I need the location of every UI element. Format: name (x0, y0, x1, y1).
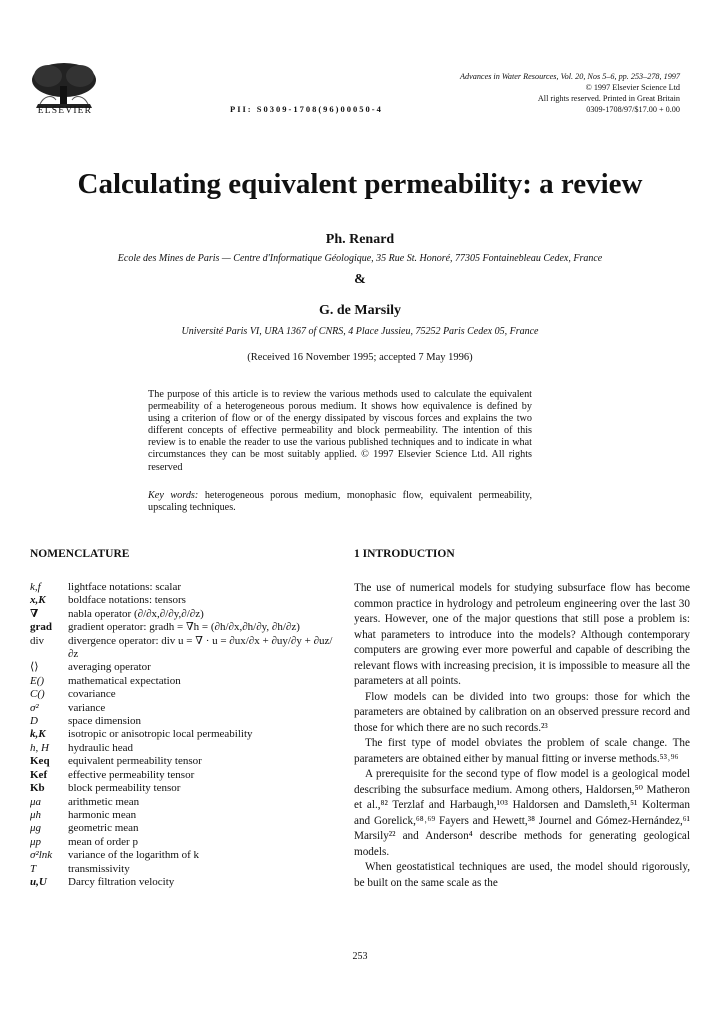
intro-paragraph: A prerequisite for the second type of flow model is a geological model describing the subsurface medium. Among others, Haldorsen,⁵⁰ Matheron et al.,⁸² Terzlaf and Harbaugh,¹⁰³ Haldorsen and Damsleth,⁵¹ Kolterman and Gorelick,⁶⁸˒⁶⁹ Fayers and Hewett,³⁸ Journel and Gómez-Hernández,⁶¹ Marsily²² and Anderson⁴ describe methods for generating geological models. (354, 768, 690, 858)
nomenclature-list (30, 581, 340, 889)
nomenclature-heading: NOMENCLATURE (30, 548, 130, 560)
nomenclature-item (30, 809, 340, 822)
author-name: Ph. Renard (325, 232, 395, 247)
nomenclature-symbol: grad (30, 621, 52, 634)
nomenclature-description: equivalent permeability tensor (68, 755, 202, 768)
journal-citation: Advances in Water Resources, Vol. 20, Nos 5–6, pp. 253–278, 1997 (460, 72, 680, 81)
nomenclature-item (30, 755, 340, 768)
nomenclature-description: transmissivity (68, 862, 130, 875)
nomenclature-item (30, 621, 340, 634)
nomenclature-item (30, 769, 340, 782)
nomenclature-symbol: D (30, 715, 38, 728)
journal-info (460, 71, 680, 115)
keywords-label: Key words: (148, 490, 199, 501)
author-affiliation: Université Paris VI, URA 1367 of CNRS, 4 Place Jussieu, 75252 Paris Cedex 05, France (181, 326, 539, 337)
nomenclature-item (30, 661, 340, 674)
nomenclature-item (30, 594, 340, 607)
nomenclature-symbol: k,K (30, 728, 46, 741)
publisher-name: ELSEVIER (37, 106, 93, 116)
nomenclature-item (30, 849, 340, 862)
received-dates: (Received 16 November 1995; accepted 7 May 1996) (247, 352, 473, 363)
author-separator: & (354, 272, 366, 287)
nomenclature-description: nabla operator (∂/∂x,∂/∂y,∂/∂z) (68, 607, 204, 620)
nomenclature-item (30, 675, 340, 688)
nomenclature-symbol: h, H (30, 741, 49, 754)
nomenclature-item (30, 728, 340, 741)
page-number: 253 (352, 951, 368, 962)
nomenclature-description: arithmetic mean (68, 795, 140, 808)
nomenclature-symbol: k,f (30, 581, 41, 593)
nomenclature-description: space dimension (68, 715, 142, 728)
keywords (148, 490, 532, 514)
nomenclature-item (30, 608, 340, 621)
introduction-body (354, 581, 690, 891)
nomenclature-description: block permeability tensor (68, 782, 181, 795)
pii-code: PII: S0309-1708(96)00050-4 (230, 104, 383, 114)
nomenclature-description: mathematical expectation (68, 674, 181, 687)
nomenclature-description: boldface notations: tensors (68, 594, 186, 607)
nomenclature-description: gradient operator: gradh = ∇h = (∂h/∂x,∂h/∂y, ∂h/∂z) (68, 621, 300, 634)
nomenclature-symbol: Keq (30, 755, 50, 768)
nomenclature-description: hydraulic head (68, 741, 134, 754)
nomenclature-symbol: μp (30, 835, 42, 848)
intro-paragraph: The first type of model obviates the problem of scale change. The parameters are obtained either by manual fitting or inverse methods.⁵³˒⁹⁶ (354, 737, 690, 765)
abstract: The purpose of this article is to review the various methods used to calculate the equivalent permeability of a heterogeneous porous medium. It shows how equivalence is defined by using a criterion of flow or of the energy dissipated by viscous forces and explains the two different concepts of effective permeability and block permeability. The intention of this review is to enable the reader to use the various published techniques and to indicate in what circumstances they can be most suitably applied. © 1997 Elsevier Science Ltd. All rights reserved (148, 389, 532, 473)
nomenclature-description: harmonic mean (68, 808, 137, 821)
nomenclature-description: variance of the logarithm of k (68, 849, 200, 862)
nomenclature-symbol: μg (30, 822, 42, 835)
author-affiliation: Ecole des Mines de Paris — Centre d'Informatique Géologique, 35 Rue St. Honoré, 77305 Fontainebleau Cedex, France (117, 253, 603, 264)
rights-line: All rights reserved. Printed in Great Britain (537, 94, 680, 103)
nomenclature-description: averaging operator (68, 661, 151, 674)
nomenclature-description: lightface notations: scalar (68, 581, 182, 593)
introduction-heading: 1 INTRODUCTION (354, 548, 455, 560)
nomenclature-description: geometric mean (68, 822, 139, 835)
nomenclature-item (30, 581, 340, 594)
nomenclature-symbol: u,U (30, 875, 47, 888)
nomenclature-item (30, 863, 340, 876)
nomenclature-symbol: ∇ (30, 607, 39, 620)
intro-paragraph: Flow models can be divided into two groups: those for which the parameters are obtained by calibration on an observed pressure record and those for which there are no such records.²³ (354, 690, 690, 734)
nomenclature-item (30, 876, 340, 889)
nomenclature-description: covariance (68, 688, 116, 701)
nomenclature-item (30, 822, 340, 835)
intro-paragraph: When geostatistical techniques are used, the model should rigorously, be built on the same scale as the (354, 861, 690, 889)
nomenclature-item (30, 836, 340, 849)
nomenclature-item (30, 702, 340, 715)
nomenclature-symbol: Kb (30, 782, 45, 795)
nomenclature-description: divergence operator: div u = ∇ · u = ∂ux/∂x + ∂uy/∂y + ∂uz/∂z (68, 634, 333, 661)
nomenclature-description: Darcy filtration velocity (68, 875, 175, 888)
nomenclature-item (30, 715, 340, 728)
issn-line: 0309-1708/97/$17.00 + 0.00 (586, 105, 680, 114)
elsevier-tree-logo-icon (30, 60, 98, 112)
nomenclature-symbol: x,K (30, 594, 46, 607)
nomenclature-item (30, 742, 340, 755)
nomenclature-description: mean of order p (68, 835, 138, 848)
nomenclature-description: effective permeability tensor (68, 768, 195, 781)
nomenclature-symbol: T (30, 862, 37, 875)
nomenclature-symbol: E() (30, 674, 45, 687)
nomenclature-symbol: C() (30, 688, 45, 701)
nomenclature-item (30, 782, 340, 795)
nomenclature-item (30, 796, 340, 809)
intro-paragraph: The use of numerical models for studying subsurface flow has become common practice in hydrology and petroleum engineering over the last 30 years. However, one of the major questions that still pose a problem is: what parameters to introduce into the models? Although contemporary computers are growing ever more powerful and capable of describing the relevant flows with increasing precision, it is impossible to measure all the parameters at all points. (354, 582, 690, 687)
nomenclature-symbol: ⟨⟩ (30, 661, 39, 674)
nomenclature-description: variance (68, 701, 106, 714)
keywords-text: heterogeneous porous medium, monophasic flow, equivalent permeability, upscaling techniques. (148, 490, 533, 514)
nomenclature-symbol: σ² (30, 701, 39, 714)
nomenclature-description: isotropic or anisotropic local permeability (68, 728, 253, 741)
nomenclature-symbol: μh (30, 808, 42, 821)
nomenclature-item (30, 688, 340, 701)
article-title: Calculating equivalent permeability: a review (77, 168, 643, 200)
nomenclature-symbol: μa (30, 795, 42, 808)
copyright-line: © 1997 Elsevier Science Ltd (585, 83, 680, 92)
nomenclature-symbol: σ²lnk (30, 849, 53, 862)
nomenclature-item (30, 635, 340, 662)
nomenclature-symbol: Kef (30, 768, 48, 781)
author-name: G. de Marsily (318, 303, 402, 318)
nomenclature-symbol: div (30, 634, 45, 647)
